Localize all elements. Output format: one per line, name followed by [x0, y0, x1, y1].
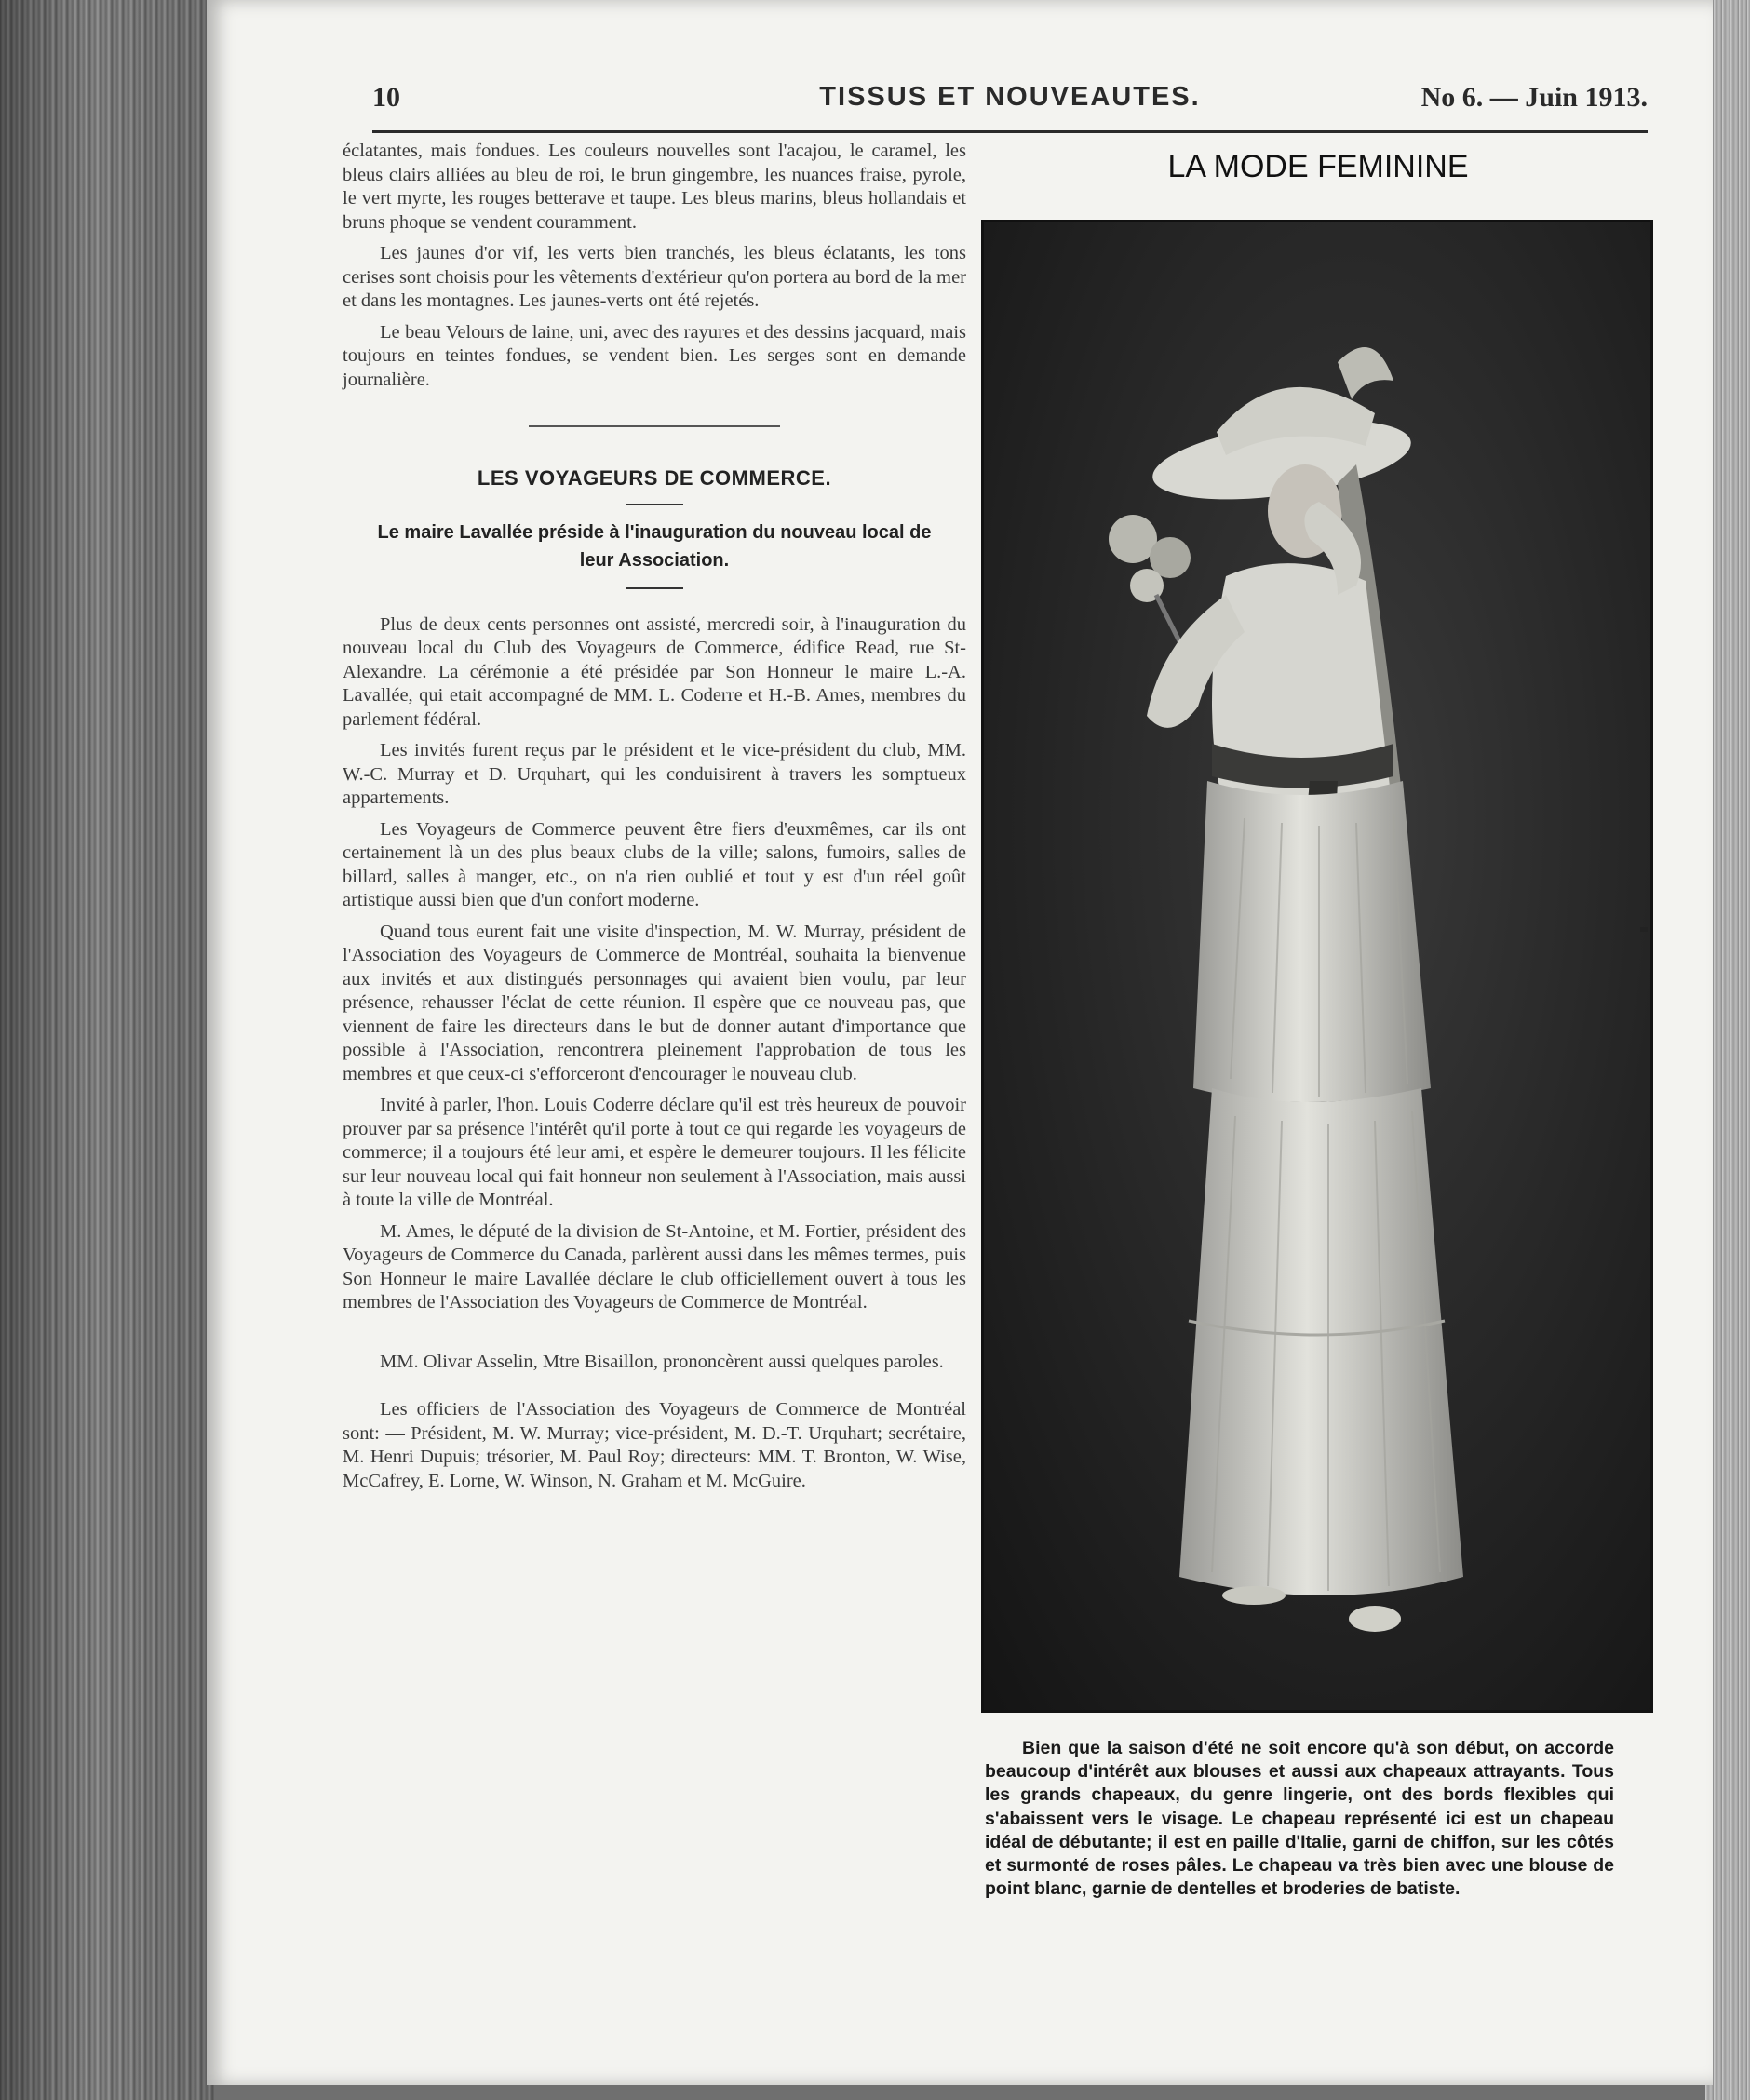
- left-column: [343, 140, 966, 1501]
- closing-paragraph: Les officiers de l'Association des Voyageurs de Commerce de Montréal sont: — Président, M. W. Murray; vice-président, M. D.-T. Urquhart; secrétaire, M. Henri Dupuis; trésorier, M. Paul Roy; directeurs: MM. T. Bronton, W. Wise, McCafrey, E. Lorne, W. Winson, N. Graham et M. McGuire.: [343, 1399, 966, 1491]
- issue-date: No 6. — Juin 1913.: [1420, 82, 1648, 113]
- journal-title: TISSUS ET NOUVEAUTES.: [819, 82, 1201, 112]
- page-header: [372, 82, 1648, 133]
- article-paragraph: Les Voyageurs de Commerce peuvent être fiers d'euxmêmes, car ils ont certainement là un des plus beaux clubs de la ville; salons, fumoirs, salles de billard, salles à manger, etc., on n'a rien oublié et tout y est d'un réel goût artistique aussi bien que d'un confort moderne.: [343, 818, 966, 910]
- intro-paragraph: Les jaunes d'or vif, les verts bien tranchés, les bleus éclatants, les tons cerises sont choisis pour les vêtements d'extérieur qu'on portera au bord de la mer et dans les montagnes. Les jaunes-verts ont été rejetés.: [343, 243, 966, 311]
- intro-paragraph: Le beau Velours de laine, uni, avec des rayures et des dessins jacquard, mais toujours en teintes fondues, se vendent bien. Les serges sont en demande journalière.: [343, 321, 966, 390]
- subtitle-rule: [626, 587, 683, 589]
- page-number: 10: [372, 82, 400, 113]
- article-subtitle: Le maire Lavallée préside à l'inauguration du nouveau local de leur Association.: [377, 521, 932, 571]
- woman-in-hat-illustration: [984, 222, 1650, 1710]
- print-mark: [1640, 927, 1648, 932]
- closing-paragraph: MM. Olivar Asselin, Mtre Bisaillon, prononcèrent aussi quelques paroles.: [380, 1351, 944, 1372]
- title-rule: [626, 504, 683, 505]
- fashion-section-title: LA MODE FEMININE: [1167, 149, 1469, 184]
- photo-caption: [985, 1737, 1614, 1901]
- intro-paragraph: éclatantes, mais fondues. Les couleurs nouvelles sont l'acajou, le caramel, les bleus clairs alliées au bleu de roi, le brun gingembre, les nuances fraise, pyrole, le vert myrte, les rouges betterave et taupe. Les bleus marins, bleus hollandais et bruns phoque se vendent couramment.: [343, 141, 966, 233]
- spacer: [343, 1323, 966, 1351]
- section-divider: [529, 425, 780, 427]
- fashion-photo: [981, 220, 1653, 1713]
- article-paragraph: M. Ames, le député de la division de St-Antoine, et M. Fortier, président des Voyageurs de Commerce du Canada, parlèrent aussi dans les mêmes termes, puis Son Honneur le maire Lavallée déclare le club officiellement ouvert à tous les membres de l'Association des Voyageurs de Commerce de Montréal.: [343, 1220, 966, 1312]
- article-title: LES VOYAGEURS DE COMMERCE.: [477, 466, 832, 490]
- article-paragraph: Invité à parler, l'hon. Louis Coderre déclare qu'il est très heureux de pouvoir prouver par sa présence l'intérêt qu'il porte à tout ce qui regarde les voyageurs de commerce; il a toujours été leur ami, et espère le demeurer toujours. Il les félicite sur leur nouveau local qui fait honneur non seulement à l'Association, mais aussi à toute la ville de Montréal.: [343, 1095, 966, 1210]
- article-paragraph: Quand tous eurent fait une visite d'inspection, M. W. Murray, président de l'Association des Voyageurs de Commerce de Montréal, souhaita la bienvenue aux invités et aux distingués personnages qui avaient bien voulu, par leur présence, rehausser l'éclat de cette réunion. Il espère que ce nouveau pas, que viennent de faire les directeurs dans le but de donner autant d'importance que possible à l'Association, rencontrera pleinement l'approbation de tous les membres et que ceux-ci s'efforceront d'encourager le nouveau club.: [343, 921, 966, 1084]
- article-paragraph: Les invités furent reçus par le président et le vice-président du club, MM. W.-C. Murray et D. Urquhart, qui les conduisirent à travers les somptueux appartements.: [343, 740, 966, 808]
- book-gutter-shadow: [0, 0, 214, 2100]
- spacer: [343, 1381, 966, 1398]
- caption-text: Bien que la saison d'été ne soit encore qu'à son début, on accorde beaucoup d'intérêt aux blouses et aussi aux chapeaux attrayants. Tous les grands chapeaux, du genre lingerie, ont des bords flexibles qui s'abaissent vers le visage. Le chapeau représenté ici est un chapeau idéal de débutante; il est en paille d'Italie, garni de chiffon, sur les côtés et surmonté de roses pâles. Le chapeau va très bien avec une blouse de point blanc, garnie de dentelles et broderies de batiste.: [985, 1738, 1614, 1900]
- article-paragraph: Plus de deux cents personnes ont assisté, mercredi soir, à l'inauguration du nouveau local du Club des Voyageurs de Commerce, édifice Read, rue St-Alexandre. La cérémonie a été présidée par Son Honneur le maire L.-A. Lavallée, qui etait accompagné de MM. L. Coderre et H.-B. Ames, membres du parlement fédéral.: [343, 613, 966, 730]
